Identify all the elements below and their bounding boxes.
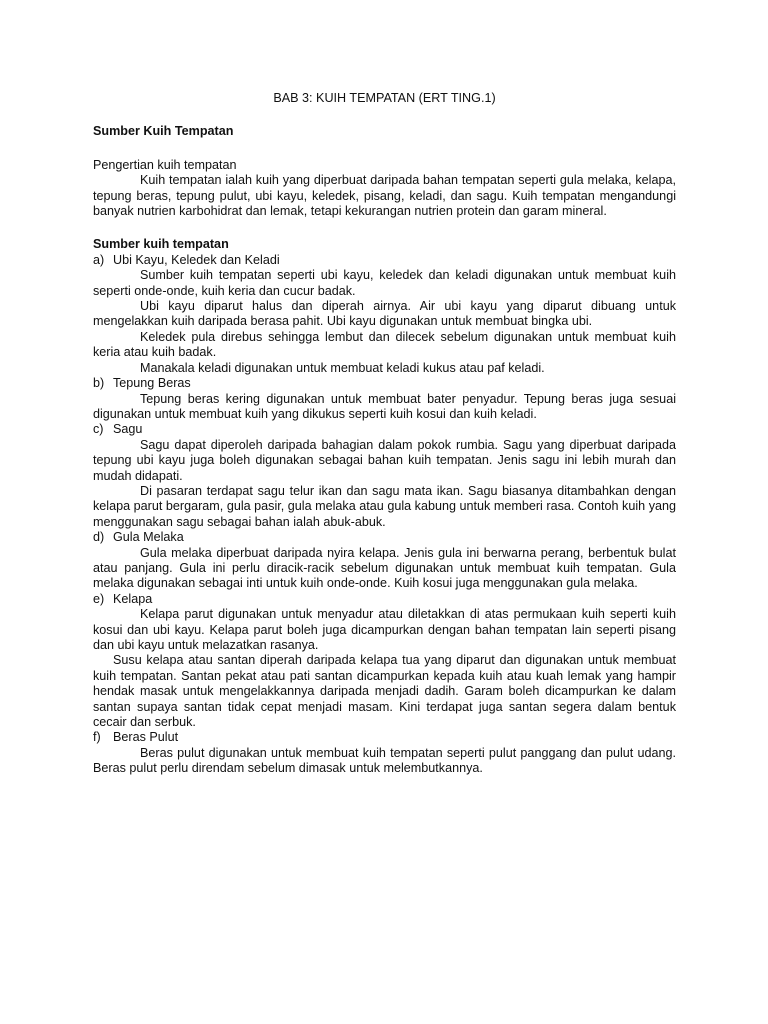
section-e-label (93, 592, 676, 607)
section-b-label (93, 376, 676, 391)
section-f-paragraph-1: Beras pulut digunakan untuk membuat kuih tempatan seperti pulut panggang dan pulut udang. Beras pulut perlu direndam sebelum dimasak untuk melembutkannya. (93, 745, 676, 776)
heading-sumber-kuih-tempatan-list: Sumber kuih tempatan (93, 237, 229, 252)
section-e-paragraph-1: Kelapa parut digunakan untuk menyadur atau diletakkan di atas permukaan kuih seperti kuih kosui dan ubi kayu. Kelapa parut boleh juga dicampurkan dengan bahan tempatan lain seperti pisang dan ubi kayu untuk melazatkan rasanya. (93, 607, 676, 652)
definition-paragraph: Kuih tempatan ialah kuih yang diperbuat daripada bahan tempatan seperti gula melaka, kelapa, tepung beras, tepung pulut, ubi kayu, keledek, pisang, keladi, dan sagu. Kuih tempatan mengandungi banyak nutrien karbohidrat dan lemak, tetapi kekurangan nutrien protein dan garam mineral. (93, 173, 676, 219)
section-d-letter: d) (93, 530, 105, 545)
section-a-paragraph-3: Keledek pula direbus sehingga lembut dan dilecek sebelum digunakan untuk membuat kuih keria atau kuih badak. (93, 329, 676, 360)
section-c-paragraph-1: Sagu dapat diperoleh daripada bahagian dalam pokok rumbia. Sagu yang diperbuat daripada tepung ubi kayu juga boleh digunakan sebagai bahan kuih tempatan. Jenis sagu ini lebih murah dan mudah didapati. (93, 437, 676, 483)
section-b-paragraph-1: Tepung beras kering digunakan untuk membuat bater penyadur. Tepung beras juga sesuai digunakan untuk membuat kuih yang dikukus seperti kuih kosui dan kuih keladi. (93, 391, 676, 421)
section-b-title: Tepung Beras (113, 376, 191, 391)
section-c-letter: c) (93, 422, 104, 437)
section-e-title: Kelapa (113, 591, 153, 606)
heading-sumber-kuih-tempatan: Sumber Kuih Tempatan (93, 124, 234, 139)
section-a-label (93, 253, 676, 268)
section-e-paragraph-2: Susu kelapa atau santan diperah daripada kelapa tua yang diparut dan digunakan untuk membuat kuih tempatan. Santan pekat atau pati santan dicampurkan kepada kuih atau kuah lemak yang hampir hendak masak untuk mengelakkannya daripada menjadi dadih. Garam boleh dicampurkan ke dalam santan supaya santan tidak cepat menjadi masam. Kini terdapat juga santan segera dalam bentuk cecair dan serbuk. (93, 653, 676, 730)
section-d-title: Gula Melaka (113, 530, 184, 545)
subheading-definition: Pengertian kuih tempatan (93, 157, 237, 172)
section-c-label (93, 422, 676, 437)
section-a-letter: a) (93, 252, 105, 267)
section-a-paragraph-1: Sumber kuih tempatan seperti ubi kayu, keledek dan keladi digunakan untuk membuat kuih seperti onde-onde, kuih keria dan cucur badak. (93, 268, 676, 298)
section-a-title: Ubi Kayu, Keledek dan Keladi (113, 252, 280, 267)
section-f-title: Beras Pulut (113, 730, 179, 745)
section-d-label (93, 530, 676, 545)
section-f-letter: f) (93, 730, 101, 745)
section-a-paragraph-2: Ubi kayu diparut halus dan diperah airnya. Air ubi kayu yang diparut dibuang untuk mengelakkan kuih daripada berasa pahit. Ubi kayu digunakan untuk membuat bingka ubi. (93, 299, 676, 329)
section-c-title: Sagu (113, 422, 143, 437)
section-b-letter: b) (93, 376, 105, 391)
section-a-paragraph-4: Manakala keladi digunakan untuk membuat keladi kukus atau paf keladi. (140, 360, 545, 375)
document-title: BAB 3: KUIH TEMPATAN (ERT TING.1) (273, 91, 496, 105)
section-c-paragraph-2: Di pasaran terdapat sagu telur ikan dan sagu mata ikan. Sagu biasanya ditambahkan dengan kelapa parut bergaram, gula pasir, gula melaka atau gula kabung untuk memberi rasa. Contoh kuih yang menggunakan sagu sebagai bahan ialah abuk-abuk. (93, 483, 676, 529)
section-f-label (93, 730, 676, 745)
section-e-letter: e) (93, 591, 105, 606)
document-page (93, 91, 676, 777)
section-d-paragraph-1: Gula melaka diperbuat daripada nyira kelapa. Jenis gula ini berwarna perang, berbentuk bulat atau panjang. Gula ini perlu diracik-racik sebelum digunakan untuk membuat kuih tempatan. Gula melaka digunakan sebagai inti untuk kuih onde-onde. Kuih kosui juga menggunakan gula melaka. (93, 545, 676, 591)
